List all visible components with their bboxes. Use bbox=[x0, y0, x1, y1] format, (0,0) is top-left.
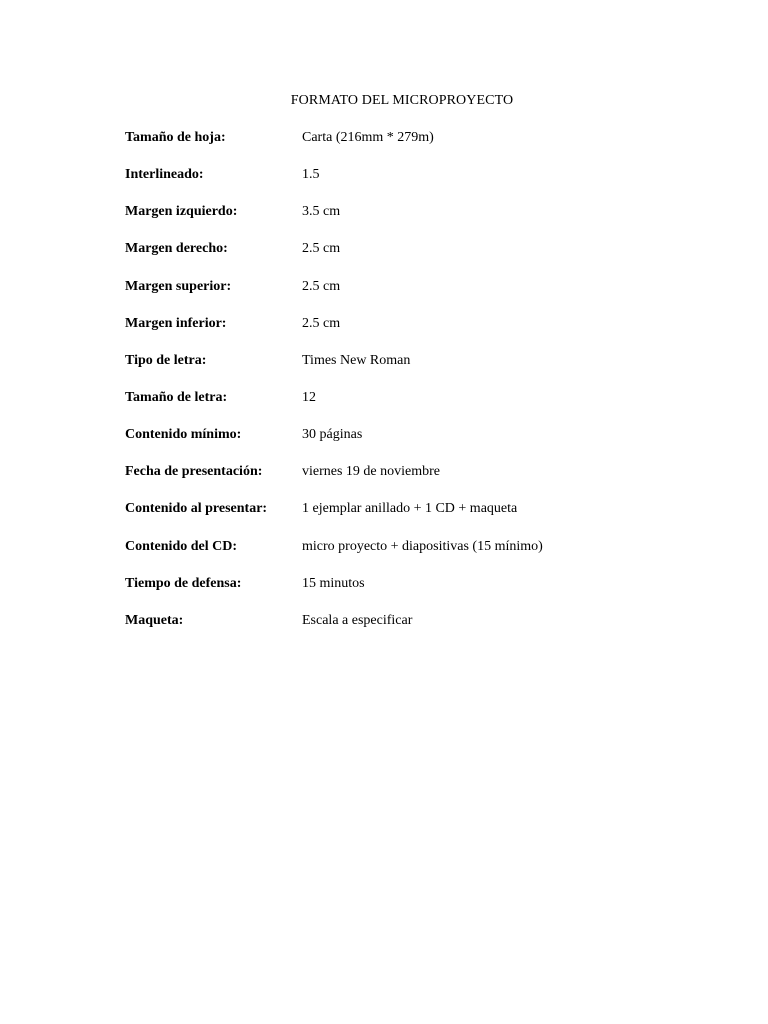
spec-row-font-type bbox=[125, 352, 543, 389]
spec-label: Margen inferior: bbox=[125, 315, 227, 331]
spec-row-top-margin bbox=[125, 278, 543, 315]
spec-value: viernes 19 de noviembre bbox=[302, 464, 441, 480]
spec-label: Maqueta: bbox=[125, 612, 184, 628]
spec-row-submission-content bbox=[125, 500, 543, 537]
spec-value: micro proyecto + diapositivas (15 mínimo) bbox=[302, 538, 543, 554]
spec-row-bottom-margin bbox=[125, 315, 543, 352]
spec-label: Fecha de presentación: bbox=[125, 464, 263, 480]
spec-row-defense-time bbox=[125, 575, 543, 612]
spec-label: Interlineado: bbox=[125, 167, 204, 183]
spec-label: Tamaño de letra: bbox=[125, 389, 228, 405]
spec-label: Tipo de letra: bbox=[125, 352, 207, 368]
spec-value: 15 minutos bbox=[302, 575, 365, 591]
spec-value: 30 páginas bbox=[302, 427, 363, 443]
spec-label: Margen derecho: bbox=[125, 241, 228, 257]
spec-label: Contenido al presentar: bbox=[125, 501, 268, 517]
spec-value: Times New Roman bbox=[302, 352, 411, 368]
spec-label: Tamaño de hoja: bbox=[125, 130, 226, 145]
spec-row-font-size bbox=[125, 389, 543, 426]
spec-value: 2.5 cm bbox=[302, 241, 341, 257]
spec-value: Carta (216mm * 279m) bbox=[302, 130, 434, 145]
document-title: FORMATO DEL MICROPROYECTO bbox=[290, 93, 514, 108]
spec-row-minimum-content bbox=[125, 426, 543, 463]
spec-value: Escala a especificar bbox=[302, 612, 413, 628]
spec-row-right-margin bbox=[125, 240, 543, 277]
spec-label: Margen izquierdo: bbox=[125, 204, 238, 220]
spec-row-presentation-date bbox=[125, 463, 543, 500]
spec-row-model bbox=[125, 612, 543, 649]
spec-value: 2.5 cm bbox=[302, 315, 341, 331]
spec-value: 3.5 cm bbox=[302, 204, 341, 220]
spec-label: Tiempo de defensa: bbox=[125, 575, 242, 591]
spec-value: 12 bbox=[302, 389, 316, 405]
spec-label: Contenido del CD: bbox=[125, 538, 238, 554]
spec-value: 1 ejemplar anillado + 1 CD + maqueta bbox=[302, 501, 518, 517]
spec-label: Margen superior: bbox=[125, 278, 232, 294]
spec-row-sheet-size bbox=[125, 129, 543, 166]
spec-row-cd-content bbox=[125, 538, 543, 575]
spec-row-line-spacing bbox=[125, 166, 543, 203]
format-spec-list bbox=[125, 129, 543, 649]
spec-row-left-margin bbox=[125, 203, 543, 240]
spec-value: 2.5 cm bbox=[302, 278, 341, 294]
spec-label: Contenido mínimo: bbox=[125, 427, 242, 443]
spec-value: 1.5 bbox=[302, 167, 320, 183]
